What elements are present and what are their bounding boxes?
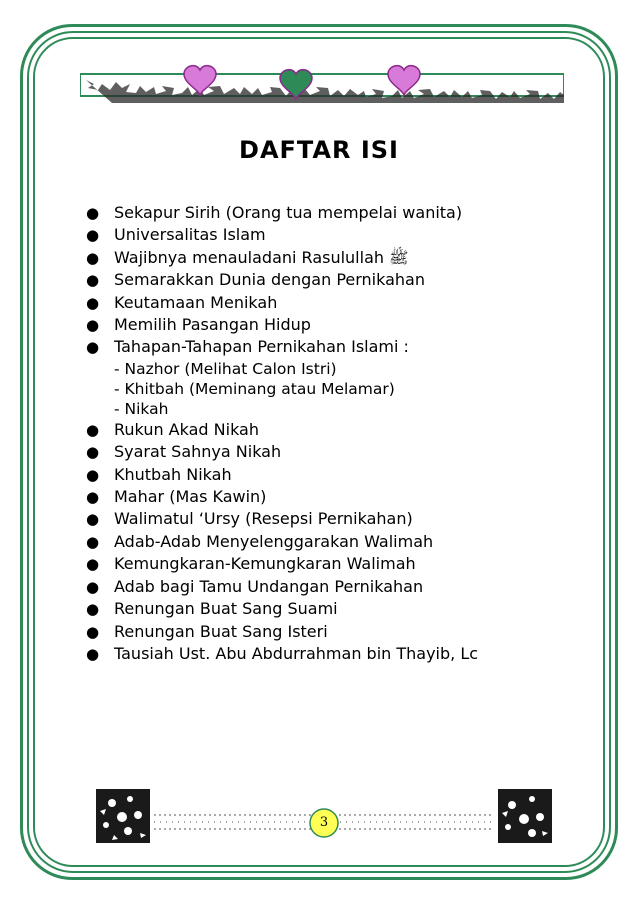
bullet-icon: ●: [86, 488, 100, 507]
toc-item: ● Walimatul ‘Ursy (Resepsi Pernikahan): [84, 508, 478, 530]
toc-item: ● Kemungkaran-Kemungkaran Walimah: [84, 553, 478, 575]
bullet-icon: ●: [86, 443, 100, 462]
page-number: 3: [319, 815, 329, 830]
toc-item: ● Mahar (Mas Kawin): [84, 486, 478, 508]
bullet-icon: ●: [86, 271, 100, 290]
bullet-icon: ●: [86, 316, 100, 335]
bullet-icon: ●: [86, 577, 100, 596]
toc-subitem: - Khitbah (Meminang atau Melamar): [114, 379, 395, 398]
toc-item: ● Renungan Buat Sang Suami: [84, 598, 478, 620]
table-of-contents: [84, 202, 478, 665]
toc-item: ● Renungan Buat Sang Isteri: [84, 621, 478, 643]
bullet-icon: ●: [86, 420, 100, 439]
page-title: DAFTAR ISI: [239, 136, 399, 164]
bullet-icon: ●: [86, 510, 100, 529]
bullet-icon: ●: [86, 644, 100, 663]
toc-item: ● Memilih Pasangan Hidup: [84, 314, 478, 336]
toc-item: ● Keutamaan Menikah: [84, 292, 478, 314]
bullet-icon: ●: [86, 293, 100, 312]
toc-item: ● Syarat Sahnya Nikah: [84, 441, 478, 463]
bullet-icon: ●: [86, 600, 100, 619]
bullet-icon: ●: [86, 555, 100, 574]
flower-icon: [96, 789, 150, 843]
toc-item: ● Adab-Adab Menyelenggarakan Walimah: [84, 531, 478, 553]
bullet-icon: ●: [86, 465, 100, 484]
bullet-icon: ●: [86, 338, 100, 357]
toc-item: ● Semarakkan Dunia dengan Pernikahan: [84, 269, 478, 291]
toc-item: ● Rukun Akad Nikah: [84, 419, 478, 441]
toc-subitem: - Nazhor (Melihat Calon Istri): [114, 359, 337, 378]
toc-item: ● Tausiah Ust. Abu Abdurrahman bin Thayib, Lc: [84, 643, 478, 665]
toc-item: ● Sekapur Sirih (Orang tua mempelai wanita): [84, 202, 478, 224]
flower-icon: [498, 789, 552, 843]
hearts-banner: [80, 56, 564, 110]
toc-item: ● Wajibnya menauladani Rasulullah ﷺ: [84, 247, 478, 269]
bullet-icon: ●: [86, 532, 100, 551]
toc-item: ● Adab bagi Tamu Undangan Pernikahan: [84, 576, 478, 598]
toc-subitem: - Nikah: [114, 399, 169, 418]
toc-item: ● Universalitas Islam: [84, 224, 478, 246]
bullet-icon: ●: [86, 226, 100, 245]
bullet-icon: ●: [86, 248, 100, 267]
bullet-icon: ●: [86, 204, 100, 222]
toc-item: ● Tahapan-Tahapan Pernikahan Islami : - Nazhor (Melihat Calon Istri) - Khitbah (Meminang atau Melamar) - Nikah: [84, 336, 478, 418]
bullet-icon: ●: [86, 622, 100, 641]
toc-item: ● Khutbah Nikah: [84, 464, 478, 486]
